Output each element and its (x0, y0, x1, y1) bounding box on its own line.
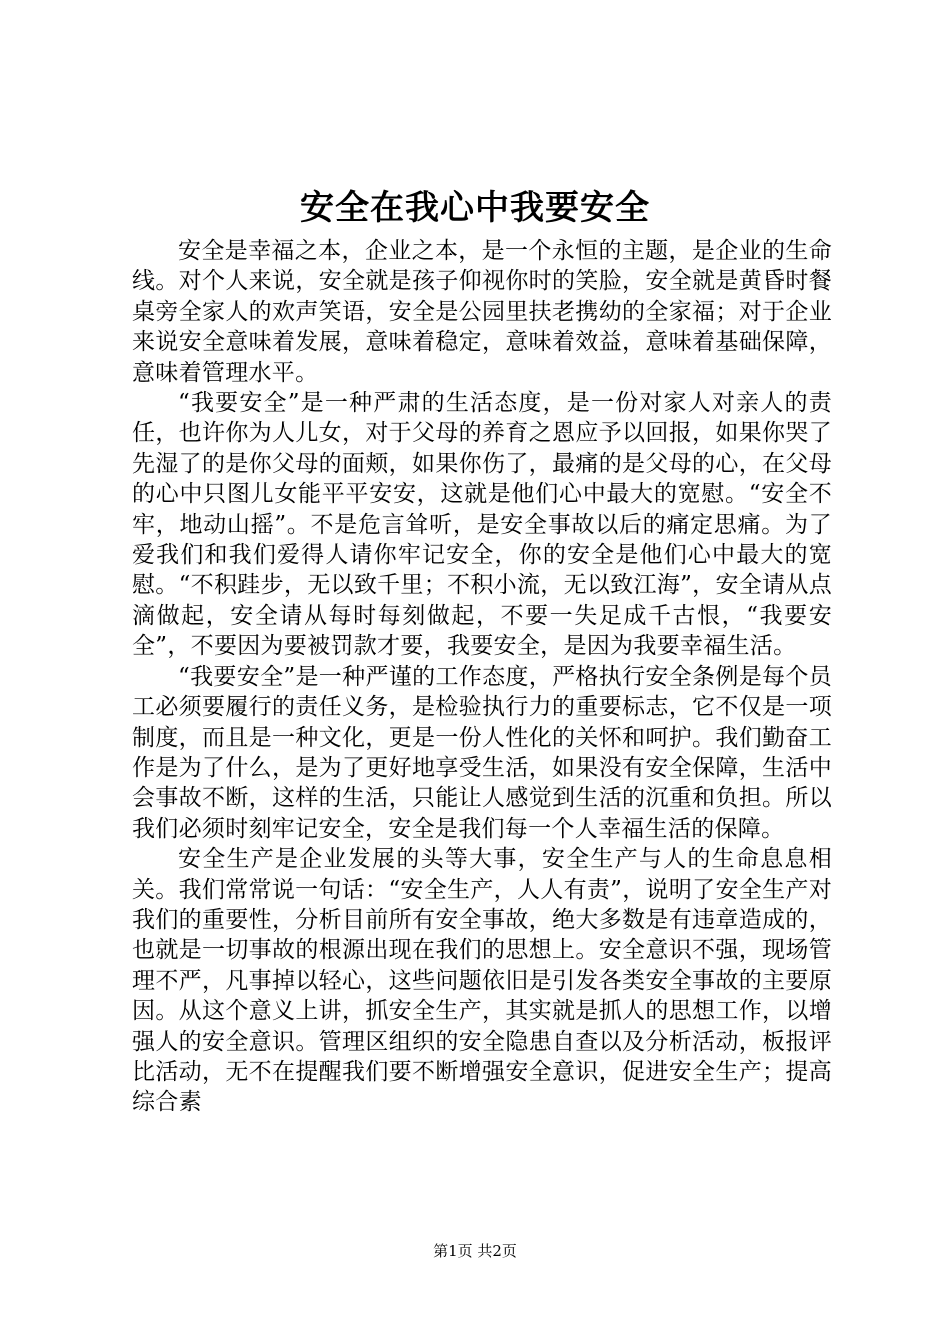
paragraph-3: “我要安全”是一种严谨的工作态度，严格执行安全条例是每个员工必须要履行的责任义务，是检验执行力的重要标志，它不仅是一项制度，而且是一种文化，更是一份人性化的关怀和呵护。我们勤奋工作是为了什么，是为了更好地享受生活，如果没有安全保障，生活中会事故不断，这样的生活，只能让人感觉到生活的沉重和负担。所以我们必须时刻牢记安全，安全是我们每一个人幸福生活的保障。 (132, 663, 832, 842)
document-title: 安全在我心中我要安全 (300, 188, 650, 228)
paragraph-1: 安全是幸福之本，企业之本，是一个永恒的主题，是企业的生命线。对个人来说，安全就是孩子仰视你时的笑脸，安全就是黄昏时餐桌旁全家人的欢声笑语，安全是公园里扶老携幼的全家福；对于企业来说安全意味着发展，意味着稳定，意味着效益，意味着基础保障，意味着管理水平。 (132, 238, 832, 386)
paragraph-4: 安全生产是企业发展的头等大事，安全生产与人的生命息息相关。我们常常说一句话：“安全生产，人人有责”，说明了安全生产对我们的重要性，分析目前所有安全事故，绝大多数是有违章造成的，也就是一切事故的根源出现在我们的思想上。安全意识不强，现场管理不严，凡事掉以轻心，这些问题依旧是引发各类安全事故的主要原因。从这个意义上讲，抓安全生产，其实就是抓人的思想工作，以增强人的安全意识。管理区组织的安全隐患自查以及分析活动，板报评比活动，无不在提醒我们要不断增强安全意识，促进安全生产；提高综合素 (132, 846, 832, 1116)
document-body (132, 236, 832, 1118)
paragraph-2: “我要安全”是一种严肃的生活态度，是一份对家人对亲人的责任，也许你为人儿女，对于父母的养育之恩应予以回报，如果你哭了先湿了的是你父母的面颊，如果你伤了，最痛的是父母的心，在父母的心中只图儿女能平平安安，这就是他们心中最大的宽慰。“安全不牢，地动山摇”。不是危言耸听，是安全事故以后的痛定思痛。为了爱我们和我们爱得人请你牢记安全，你的安全是他们心中最大的宽慰。“不积跬步，无以致千里；不积小流，无以致江海”，安全请从点滴做起，安全请从每时每刻做起，不要一失足成千古恨，“我要安全”，不要因为要被罚款才要，我要安全，是因为我要幸福生活。 (132, 390, 832, 660)
page-number-footer: 第1页 共2页 (433, 1242, 517, 1260)
